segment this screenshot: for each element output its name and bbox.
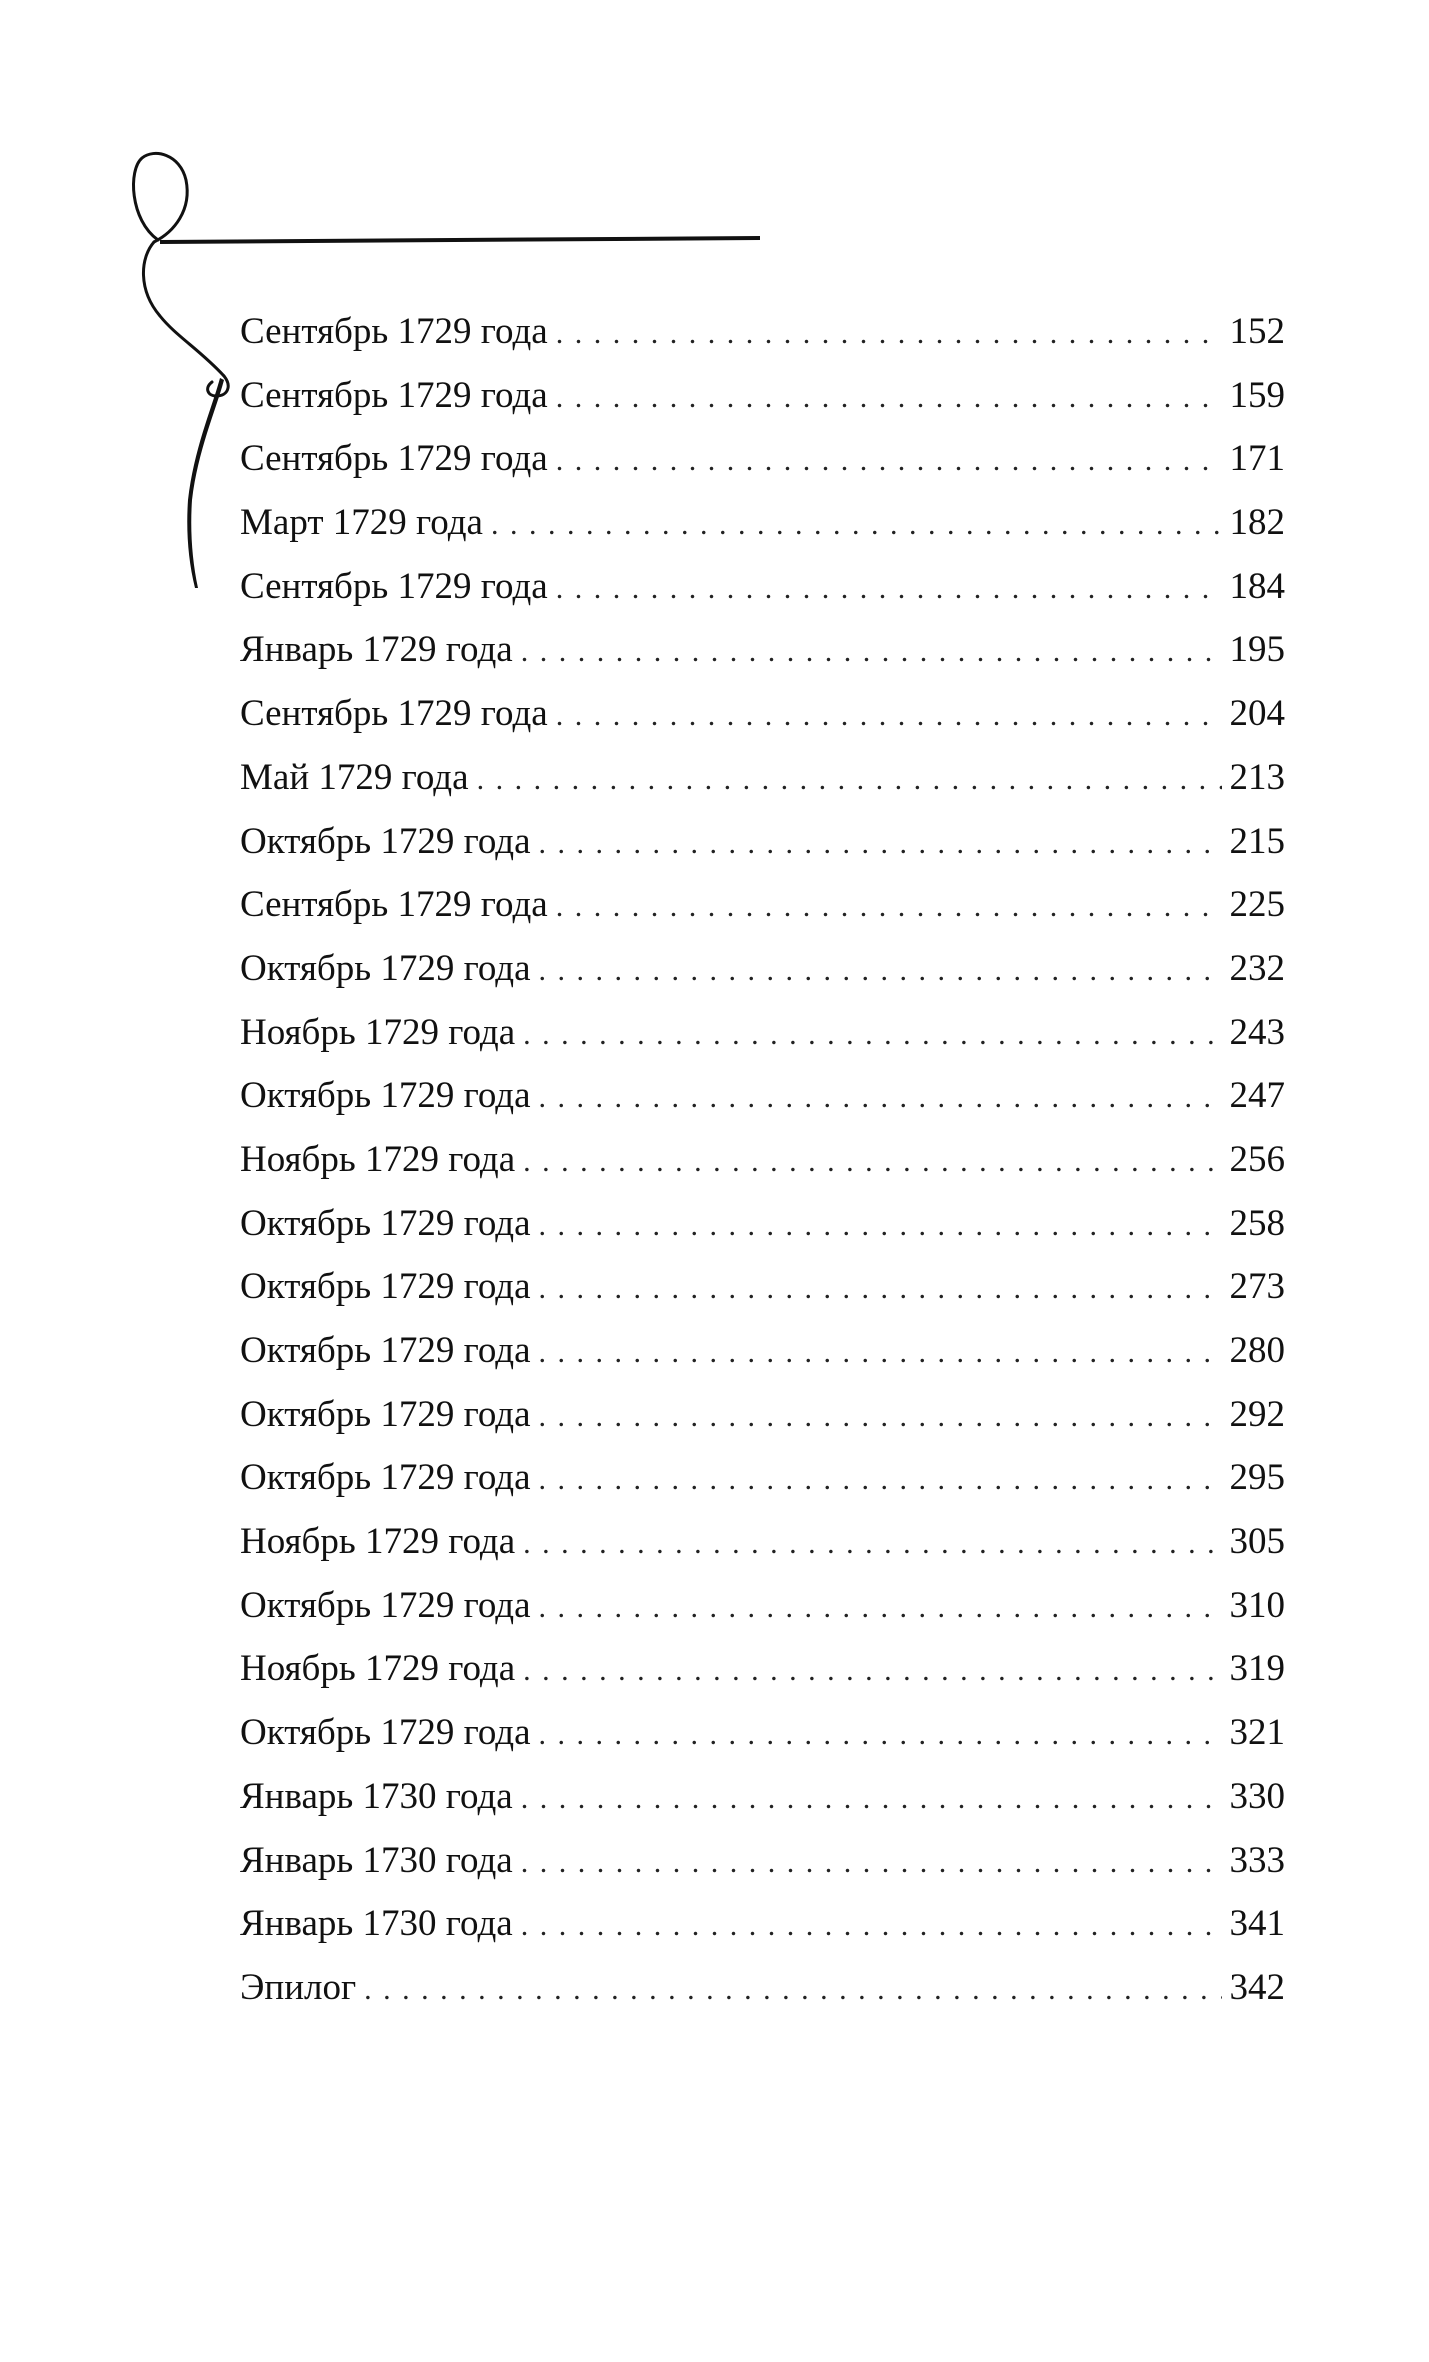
toc-entry-title: Октябрь 1729 года — [240, 947, 531, 989]
toc-entry-title: Март 1729 года — [240, 502, 483, 544]
toc-entry-title: Ноябрь 1729 года — [240, 1648, 516, 1690]
toc-entry — [240, 1192, 1285, 1256]
toc-entry — [240, 1001, 1285, 1065]
toc-entry-title: Эпилог — [240, 1966, 357, 2008]
dot-leader — [539, 1448, 1222, 1512]
toc-entry-page-number: 330 — [1229, 1775, 1285, 1817]
toc-entry-title: Сентябрь 1729 года — [240, 565, 548, 607]
dot-leader — [521, 1767, 1222, 1831]
dot-leader — [539, 1385, 1222, 1449]
toc-entry-page-number: 319 — [1229, 1648, 1285, 1690]
toc-entry-title: Октябрь 1729 года — [240, 1584, 531, 1626]
toc-entry-page-number: 342 — [1229, 1966, 1285, 2008]
toc-entry-page-number: 152 — [1229, 311, 1285, 352]
toc-entry — [240, 1383, 1285, 1447]
toc-entry — [240, 1446, 1285, 1510]
toc-entry-page-number: 184 — [1229, 565, 1285, 607]
toc-entry-title: Январь 1730 года — [240, 1775, 513, 1817]
toc-entry — [240, 1956, 1285, 2020]
toc-entry — [240, 1829, 1285, 1893]
dot-leader — [521, 1831, 1222, 1895]
toc-entry-title: Сентябрь 1729 года — [240, 374, 548, 416]
toc-entry — [240, 1892, 1285, 1956]
toc-entry-page-number: 243 — [1229, 1011, 1285, 1053]
toc-entry — [240, 364, 1285, 428]
toc-entry-page-number: 258 — [1229, 1202, 1285, 1244]
toc-entry — [240, 1765, 1285, 1829]
toc-entry — [240, 1255, 1285, 1319]
toc-entry — [240, 682, 1285, 746]
toc-entry-title: Октябрь 1729 года — [240, 1266, 531, 1308]
toc-entry-page-number: 232 — [1229, 947, 1285, 989]
toc-entry-title: Январь 1729 года — [240, 629, 513, 671]
dot-leader — [539, 1257, 1222, 1321]
dot-leader — [491, 493, 1222, 557]
toc-entry-title: Октябрь 1729 года — [240, 820, 531, 862]
toc-entry-page-number: 159 — [1229, 374, 1285, 416]
toc-entry-title: Январь 1730 года — [240, 1839, 513, 1881]
dot-leader — [539, 1703, 1222, 1767]
toc-entry — [240, 1701, 1285, 1765]
dot-leader — [556, 302, 1222, 366]
dot-leader — [539, 812, 1222, 876]
toc-entry-page-number: 215 — [1229, 820, 1285, 862]
dot-leader — [539, 939, 1222, 1003]
toc-entry-title: Октябрь 1729 года — [240, 1457, 531, 1499]
toc-entry — [240, 618, 1285, 682]
toc-entry-page-number: 341 — [1229, 1903, 1285, 1945]
toc-entry-page-number: 280 — [1229, 1330, 1285, 1371]
toc-entry-title: Январь 1730 года — [240, 1903, 513, 1945]
toc-entry-title: Ноябрь 1729 года — [240, 1521, 516, 1563]
dot-leader — [364, 1958, 1221, 2022]
dot-leader — [523, 1130, 1221, 1194]
toc-entry-page-number: 195 — [1229, 629, 1285, 671]
toc-entry-page-number: 213 — [1229, 756, 1285, 798]
toc-entry-title: Май 1729 года — [240, 756, 469, 798]
dot-leader — [477, 748, 1222, 812]
toc-entry — [240, 746, 1285, 810]
toc-entry-page-number: 292 — [1229, 1393, 1285, 1435]
toc-entry — [240, 1510, 1285, 1574]
toc-entry-title: Сентябрь 1729 года — [240, 884, 548, 926]
dot-leader — [523, 1639, 1221, 1703]
dot-leader — [521, 620, 1222, 684]
toc-entry — [240, 1128, 1285, 1192]
toc-entry-page-number: 273 — [1229, 1266, 1285, 1308]
toc-entry-page-number: 305 — [1229, 1521, 1285, 1563]
toc-entry — [240, 555, 1285, 619]
toc-entry — [240, 1637, 1285, 1701]
toc-entry-page-number: 247 — [1229, 1075, 1285, 1117]
toc-entry — [240, 300, 1285, 364]
dot-leader — [556, 366, 1222, 430]
toc-entry-page-number: 333 — [1229, 1839, 1285, 1881]
toc-entry — [240, 1574, 1285, 1638]
dot-leader — [523, 1512, 1221, 1576]
toc-entry — [240, 1064, 1285, 1128]
toc-entry-title: Ноябрь 1729 года — [240, 1138, 516, 1180]
toc-entry-page-number: 295 — [1229, 1457, 1285, 1499]
table-of-contents — [240, 300, 1285, 2020]
dot-leader — [539, 1194, 1222, 1258]
toc-entry — [240, 427, 1285, 491]
toc-entry-page-number: 204 — [1229, 693, 1285, 735]
toc-entry-title: Октябрь 1729 года — [240, 1202, 531, 1244]
toc-entry — [240, 873, 1285, 937]
dot-leader — [556, 875, 1222, 939]
toc-entry-page-number: 256 — [1229, 1138, 1285, 1180]
dot-leader — [539, 1576, 1222, 1640]
toc-entry-title: Сентябрь 1729 года — [240, 311, 548, 352]
dot-leader — [539, 1321, 1222, 1385]
toc-entry — [240, 491, 1285, 555]
toc-entry-page-number: 182 — [1229, 502, 1285, 544]
dot-leader — [523, 1003, 1221, 1067]
dot-leader — [521, 1894, 1222, 1958]
dot-leader — [556, 429, 1222, 493]
toc-entry-page-number: 171 — [1229, 438, 1285, 480]
dot-leader — [556, 557, 1222, 621]
dot-leader — [556, 684, 1222, 748]
toc-entry — [240, 810, 1285, 874]
dot-leader — [539, 1066, 1222, 1130]
toc-entry-page-number: 310 — [1229, 1584, 1285, 1626]
toc-entry — [240, 1319, 1285, 1383]
toc-entry-title: Октябрь 1729 года — [240, 1330, 531, 1371]
toc-entry-page-number: 321 — [1229, 1712, 1285, 1754]
toc-entry — [240, 937, 1285, 1001]
toc-entry-title: Сентябрь 1729 года — [240, 693, 548, 735]
toc-entry-title: Октябрь 1729 года — [240, 1075, 531, 1117]
toc-entry-title: Октябрь 1729 года — [240, 1393, 531, 1435]
toc-entry-title: Октябрь 1729 года — [240, 1712, 531, 1754]
toc-entry-page-number: 225 — [1229, 884, 1285, 926]
toc-entry-title: Ноябрь 1729 года — [240, 1011, 516, 1053]
toc-entry-title: Сентябрь 1729 года — [240, 438, 548, 480]
